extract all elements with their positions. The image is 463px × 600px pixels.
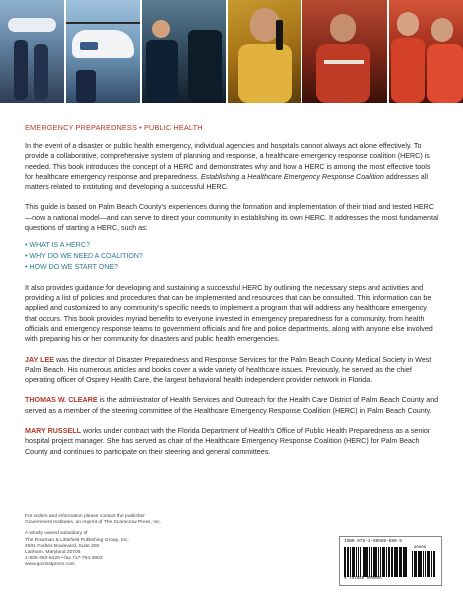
author-bio: THOMAS W. CLEARE is the administrator of Health Services and Outreach for the Health Care District of Palm Beach County and served as a member of the steering committee of the Healthcare Emergency Response Coalition (HERC) in Palm Beach County. — [25, 396, 439, 415]
barcode-bar — [433, 551, 435, 577]
barcode-addon-bars — [412, 551, 437, 577]
barcode-bar — [347, 547, 349, 577]
photo-radio-officer — [228, 0, 300, 103]
barcode-bar — [358, 547, 359, 577]
barcode-bar — [380, 547, 381, 577]
barcode-bar — [388, 547, 390, 577]
barcode-bar — [360, 547, 362, 577]
barcode-bars — [344, 547, 408, 577]
barcode-bar — [353, 547, 355, 577]
barcode-bar — [420, 551, 422, 577]
author-name: JAY LEE — [25, 355, 54, 364]
barcode-bar — [367, 547, 368, 577]
context-paragraph: This guide is based on Palm Beach County's experiences during the formation and implementation of their triad and tested HERC—now a national model—and can serve to direct your community in establishing its own HERC. It addresses the most fundamental questions of starting a HERC, such as: — [25, 203, 439, 233]
barcode-bar — [384, 547, 385, 577]
photo-helicopter-crew — [0, 0, 64, 103]
photo-rescue-team — [142, 0, 226, 103]
barcode-bar — [350, 547, 351, 577]
section-tag: EMERGENCY PREPAREDNESS • PUBLIC HEALTH — [25, 123, 203, 132]
author-bio: JAY LEE was the director of Disaster Preparedness and Response Services for the Palm Beach County Medical Society in West Palm Beach. His numerous articles and books cover a wide variety of healthcare issues. Previously, he served as the chief operating officer of Osprey Health Care, the largest behavioral health independent provider network in Florida. — [25, 355, 432, 385]
barcode-bar — [391, 547, 392, 577]
barcode-bar — [431, 551, 432, 577]
author-name: THOMAS W. CLEARE — [25, 396, 98, 405]
barcode-bar — [345, 547, 346, 577]
photo-helicopter — [66, 0, 140, 103]
barcode-bar — [429, 551, 430, 577]
barcode-bar — [378, 547, 379, 577]
barcode-bar — [356, 547, 357, 577]
barcode-bar — [423, 551, 424, 577]
author-name: MARY RUSSELL — [25, 427, 81, 436]
barcode-bar — [375, 547, 377, 577]
photo-strip — [0, 0, 463, 103]
questions-list — [25, 241, 440, 273]
intro-paragraph: In the event of a disaster or public health emergency, individual agencies and hospitals cannot always act alone effectively. To provide a collaborative, comprehensive system of planning and response, a healthcare emergency response coalition (HERC) is needed. This book introduces the concept of a HERC and demonstrates why and how a HERC is among the most effective tools for healthcare emergency response and preparedness. Establishing a Healthcare Emergency Response Coalition addresses all matters related to instituting and developing a successful HERC. — [25, 142, 431, 192]
barcode-bar — [397, 547, 398, 577]
isbn-barcode — [339, 536, 442, 586]
isbn-number: ISBN 978-1-60590-680-5 — [344, 539, 402, 544]
barcode-bar — [412, 551, 413, 577]
guidance-paragraph: It also provides guidance for developing and sustaining a successful HERC by outlining the necessary steps and activities and providing a list of policies and procedures that can be implemented and resources that can be consulted. This information can be applied and customized to any community's specific needs to implement a program that will address any healthcare emergency that occurs. This book provides myriad benefits to everyone invested in emergency preparedness for a community, from health officials and emergency response teams to government officials and fire and police departments, along with anyone else involved with preparing his or her community for disasters and public health emergencies. — [25, 283, 433, 344]
publisher-info: For orders and information please contact the publisher Government Institutes, an imprint of The Scarecrow Press, Inc. A wholly owned subsidiary of The Rowman & Littlefield Publishing Group, Inc. 4501 Forbes Boulevard, Suite 200 Lanham, Maryland 20706 1-800-462-6420 • fax 717-794-3803 www.govinstpress.com — [25, 514, 195, 569]
barcode-bar — [386, 547, 387, 577]
barcode-addon-number: 90000 — [414, 546, 427, 550]
description-body — [25, 141, 440, 467]
author-bio: MARY RUSSELL works under contract with the Florida Department of Health's Office of Public Health Preparedness as a senior hospital project manager. She has served as chair of the Healthcare Emergency Response Coalition (HERC) for Palm Beach County and continues to participate on their steering and general committees. — [25, 427, 431, 456]
book-title: Establishing a Healthcare Emergency Response Coalition — [200, 172, 384, 181]
photo-emergency-workers — [389, 0, 463, 103]
barcode-bar — [425, 551, 426, 577]
question-item: • HOW DO WE START ONE? — [25, 263, 118, 271]
publisher-website: www.govinstpress.com — [25, 562, 75, 568]
question-item: • WHY DO WE NEED A COALITION? — [25, 253, 143, 261]
question-item: • WHAT IS A HERC? — [25, 242, 90, 250]
barcode-number: 9 781605 906805 — [344, 577, 382, 581]
barcode-bar — [406, 547, 407, 577]
photo-paramedic — [302, 0, 386, 103]
